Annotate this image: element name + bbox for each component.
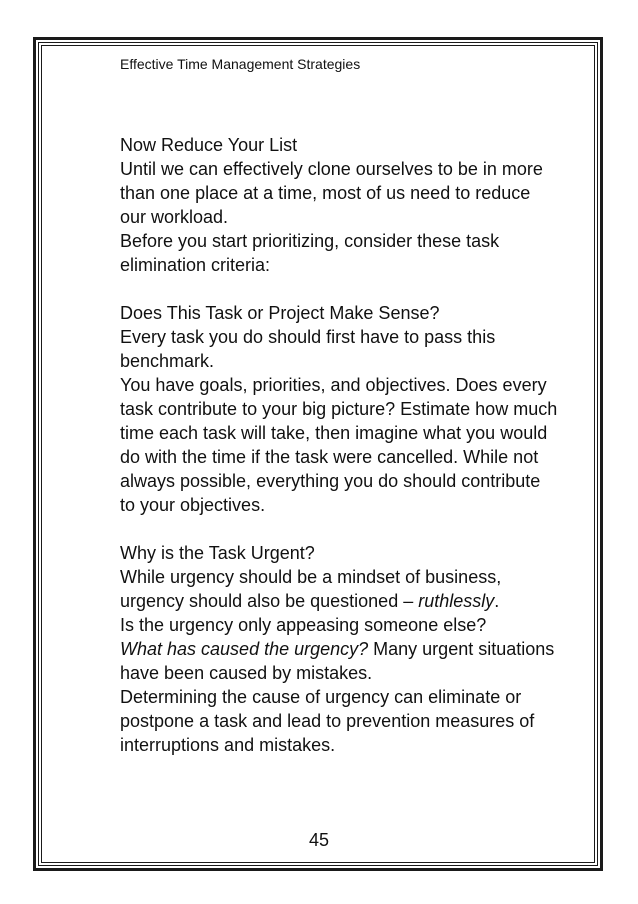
emphasis-text: ruthlessly (418, 591, 495, 611)
paragraph: Is the urgency only appeasing someone else? (120, 615, 487, 635)
paragraph (120, 637, 560, 685)
paragraph-text: Many urgent situations have been caused by mistakes. (120, 639, 555, 683)
paragraph: Determining the cause of urgency can eliminate or postpone a task and lead to prevention measures of interruptions and mistakes. (120, 687, 535, 755)
paragraph: Every task you do should first have to pass this benchmark. (120, 327, 496, 371)
emphasis-text: What has caused the urgency? (120, 639, 369, 659)
section-heading: Now Reduce Your List (120, 135, 298, 155)
paragraph (120, 565, 560, 613)
running-header: Effective Time Management Strategies (120, 56, 361, 72)
page-content (120, 133, 560, 757)
paragraph: Until we can effectively clone ourselves to be in more than one place at a time, most of us need to reduce our workload. (120, 159, 543, 227)
paragraph-gap (120, 517, 560, 541)
paragraph-text: . (494, 591, 500, 611)
section-heading: Does This Task or Project Make Sense? (120, 303, 440, 323)
paragraph: Before you start prioritizing, consider these task elimination criteria: (120, 231, 500, 275)
page-number: 45 (308, 830, 330, 850)
section-heading: Why is the Task Urgent? (120, 543, 315, 563)
paragraph: You have goals, priorities, and objectives. Does every task contribute to your big picture? Estimate how much time each task will take, then imagine what you would do with the time if the task were cancelled. While not always possible, everything you do should contribute to your objectives. (120, 375, 558, 515)
paragraph-text: While urgency should be a mindset of business, urgency should also be questioned – (120, 567, 502, 611)
paragraph-gap (120, 277, 560, 301)
